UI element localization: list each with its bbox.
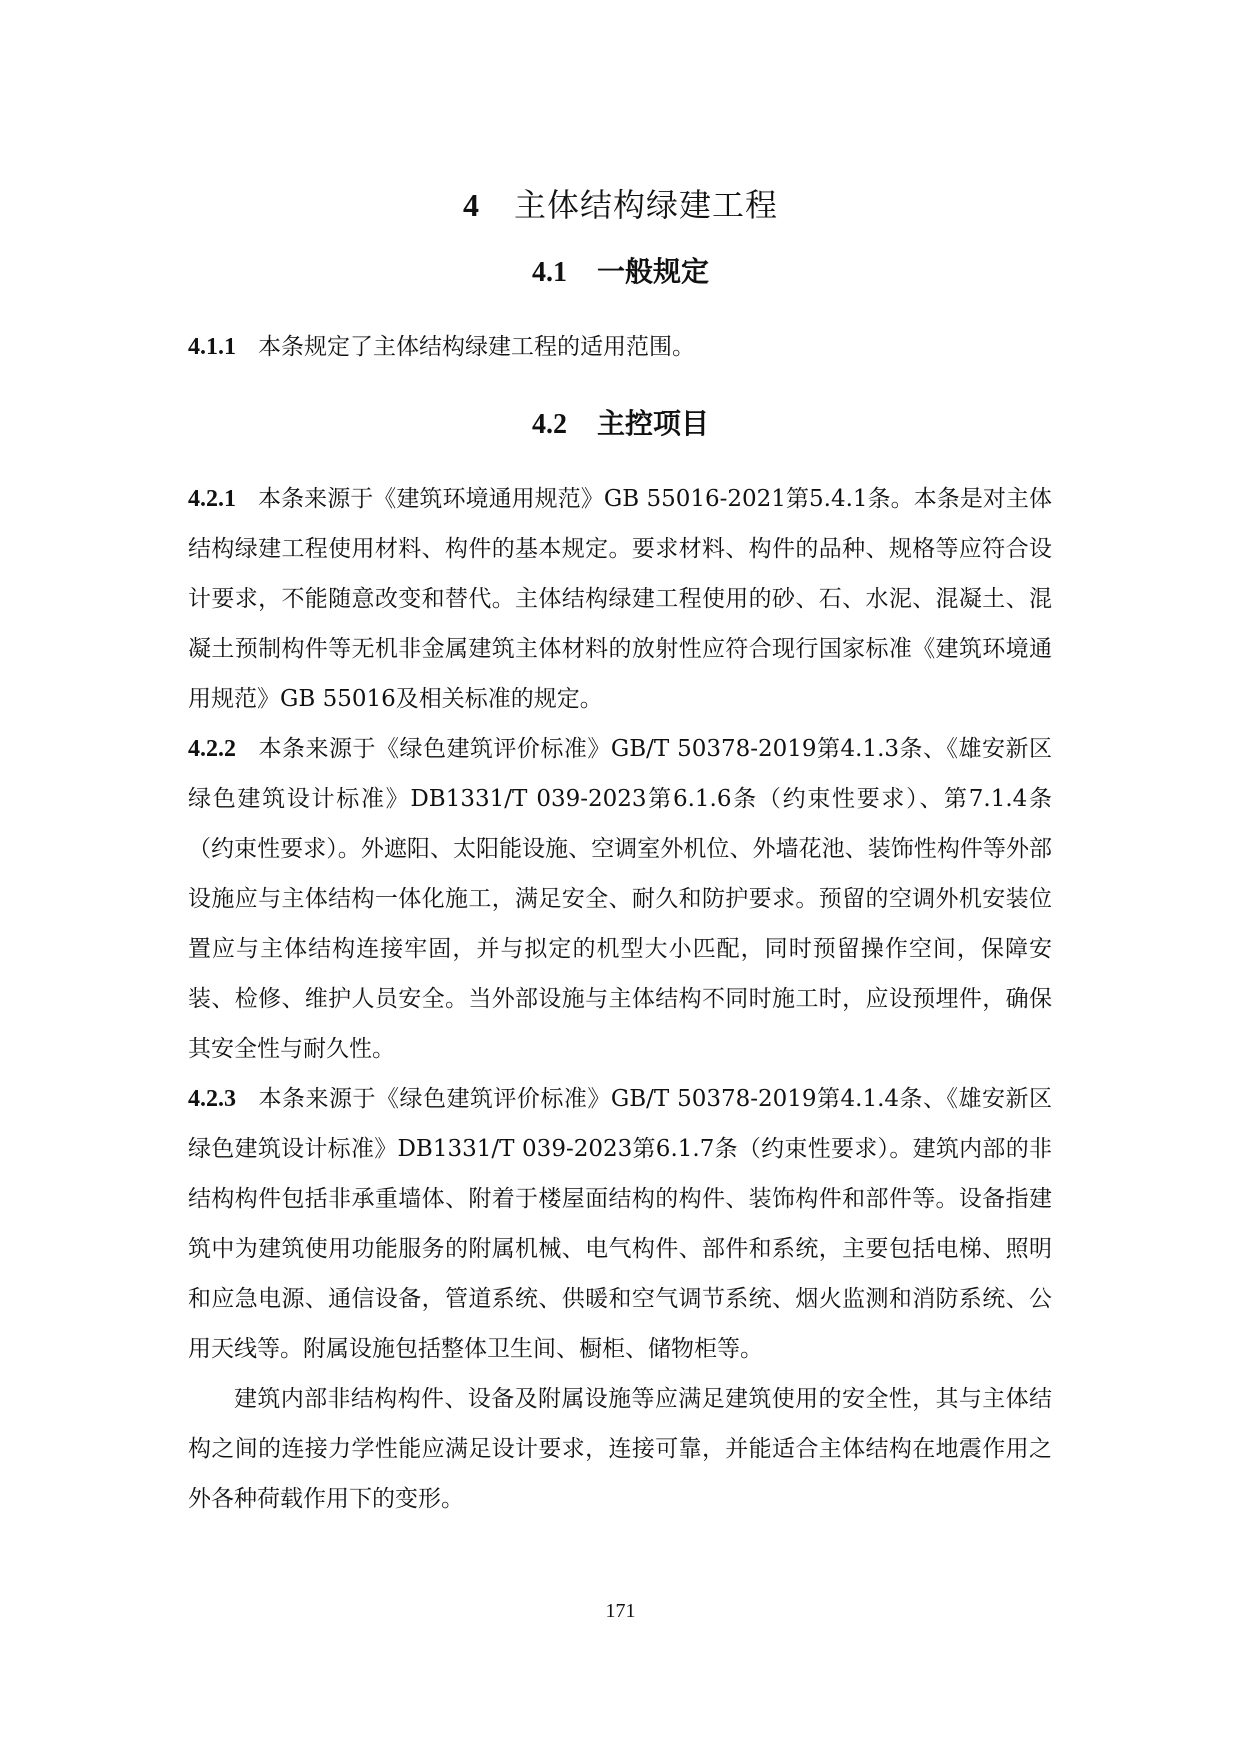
clause-4-2-3: [188, 1074, 1052, 1374]
clause-text: 本条规定了主体结构绿建工程的适用范围。: [258, 334, 695, 360]
clause-4-2-3-continuation: 建筑内部非结构构件、设备及附属设施等应满足建筑使用的安全性，其与主体结构之间的连接力学性能应满足设计要求，连接可靠，并能适合主体结构在地震作用之外各种荷载作用下的变形。: [188, 1386, 1052, 1512]
section-title-4-1: [0, 252, 1241, 293]
clause-text: 本条来源于《绿色建筑评价标准》GB/T 50378-2019第4.1.4条、《雄安新区绿色建筑设计标准》DB1331/T 039-2023第6.1.7条（约束性要求）。建筑内部的非结构构件包括非承重墙体、附着于楼屋面结构的构件、装饰构件和部件等。设备指建筑中为建筑使用功能服务的附属机械、电气构件、部件和系统，主要包括电梯、照明和应急电源、通信设备，管道系统、供暖和空气调节系统、烟火监测和消防系统、公用天线等。附属设施包括整体卫生间、橱柜、储物柜等。: [188, 1086, 1052, 1362]
section-4-1-body: [188, 322, 1052, 372]
section-4-2-body: [188, 474, 1052, 1524]
section-title-4-2: [0, 404, 1241, 445]
section-number: 4.2: [531, 409, 567, 440]
section-title-text: 主控项目: [596, 407, 709, 440]
clause-number: 4.2.2: [188, 736, 236, 762]
clause-4-1-1: [188, 322, 1052, 372]
chapter-title: [0, 183, 1241, 227]
clause-4-2-2: [188, 724, 1052, 1074]
clause-number: 4.2.1: [188, 486, 236, 512]
section-title-text: 一般规定: [596, 255, 709, 288]
section-number: 4.1: [531, 257, 567, 288]
clause-number: 4.2.3: [188, 1086, 236, 1112]
clause-4-2-1: [188, 474, 1052, 724]
chapter-number: 4: [462, 187, 480, 223]
clause-text: 本条来源于《建筑环境通用规范》GB 55016-2021第5.4.1条。本条是对主体结构绿建工程使用材料、构件的基本规定。要求材料、构件的品种、规格等应符合设计要求，不能随意改变和替代。主体结构绿建工程使用的砂、石、水泥、混凝土、混凝土预制构件等无机非金属建筑主体材料的放射性应符合现行国家标准《建筑环境通用规范》GB 55016及相关标准的规定。: [188, 486, 1052, 712]
chapter-title-text: 主体结构绿建工程: [513, 186, 778, 224]
clause-number: 4.1.1: [188, 334, 236, 360]
clause-text: 本条来源于《绿色建筑评价标准》GB/T 50378-2019第4.1.3条、《雄安新区绿色建筑设计标准》DB1331/T 039-2023第6.1.6条（约束性要求）、第7.1.4条（约束性要求）。外遮阳、太阳能设施、空调室外机位、外墙花池、装饰性构件等外部设施应与主体结构一体化施工，满足安全、耐久和防护要求。预留的空调外机安装位置应与主体结构连接牢固，并与拟定的机型大小匹配，同时预留操作空间，保障安装、检修、维护人员安全。当外部设施与主体结构不同时施工时，应设预埋件，确保其安全性与耐久性。: [188, 736, 1052, 1062]
page-number: 171: [605, 1600, 636, 1622]
